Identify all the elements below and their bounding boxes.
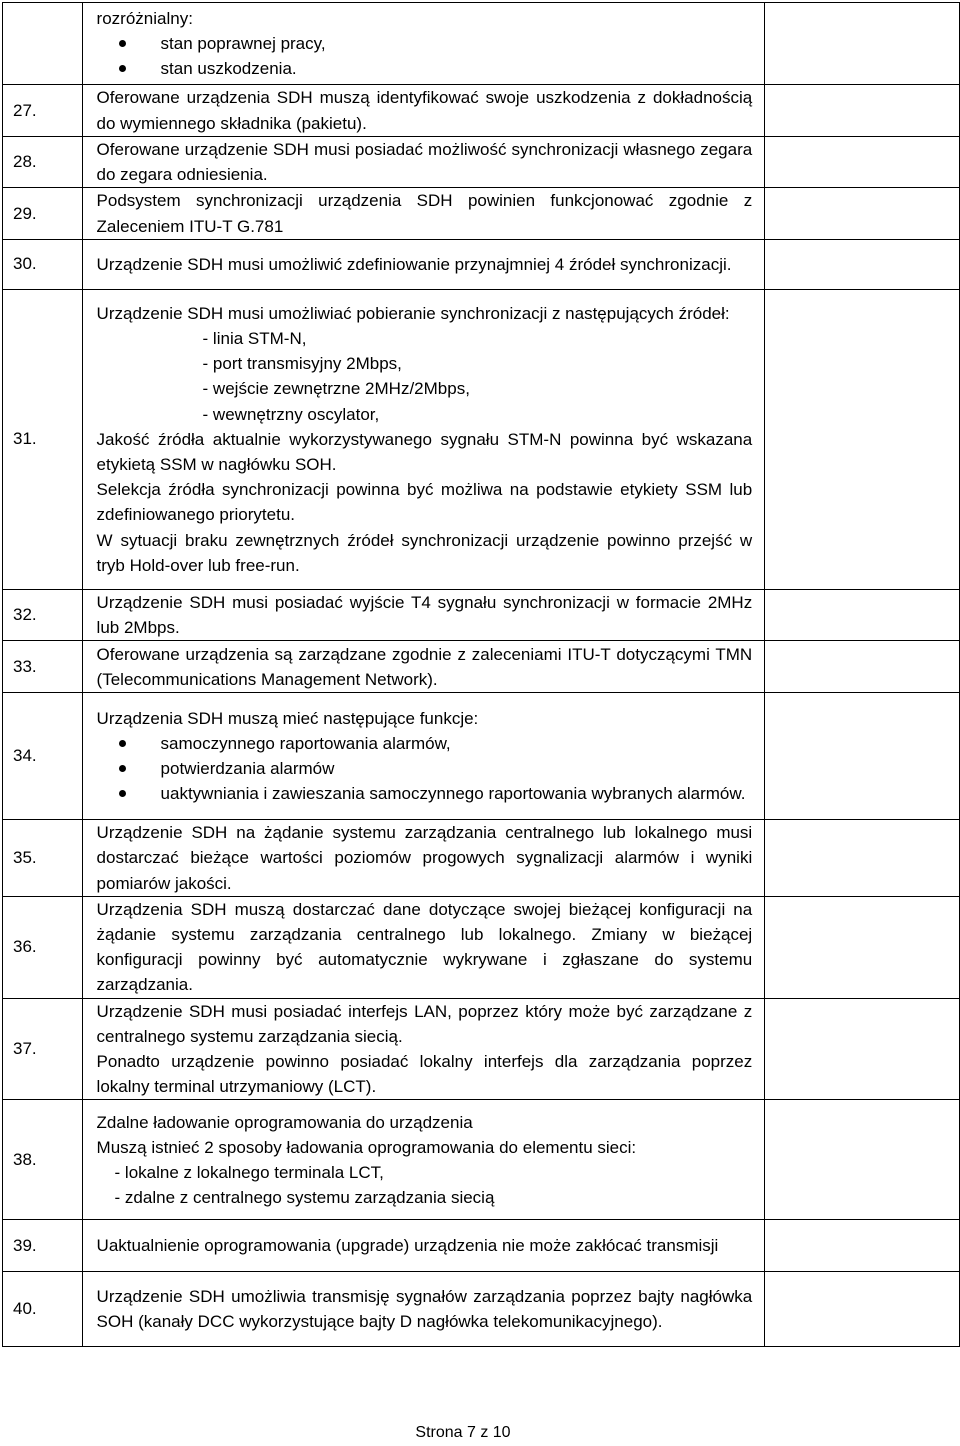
row-number: 32.: [3, 589, 83, 640]
row-number: 29.: [3, 188, 83, 239]
dash-item: - wewnętrzny oscylator,: [202, 404, 380, 424]
text-line: Podsystem synchronizacji urządzenia SDH powinien funkcjonować zgodnie z Zaleceniem ITU-T G.781: [96, 191, 753, 236]
empty-cell: [765, 1272, 960, 1347]
table-row: [3, 820, 960, 897]
text-line: Ponadto urządzenie powinno posiadać lokalny interfejs dla zarządzania poprzez lokalny terminal utrzymaniowy (LCT).: [96, 1052, 753, 1097]
empty-cell: [765, 896, 960, 998]
requirement-text: [82, 289, 765, 589]
requirement-text: [82, 3, 765, 85]
text-line: Uaktualnienie oprogramowania (upgrade) urządzenia nie może zakłócać transmisji: [96, 1236, 719, 1256]
text-line: Zdalne ładowanie oprogramowania do urządzenia: [96, 1112, 473, 1132]
text-line: Urządzenie SDH na żądanie systemu zarządzania centralnego lub lokalnego musi dostarczać bieżące wartości poziomów progowych sygnalizacji alarmów i wyniki pomiarów jakości.: [96, 823, 753, 893]
empty-cell: [765, 641, 960, 693]
requirement-text: [82, 137, 765, 188]
requirement-text: [82, 693, 765, 820]
text-line: Urządzenie SDH musi umożliwić zdefiniowanie przynajmniej 4 źródeł synchronizacji.: [96, 254, 732, 274]
empty-cell: [765, 1220, 960, 1272]
requirement-text: [82, 641, 765, 693]
requirement-text: [82, 820, 765, 897]
text-line: Oferowane urządzenia SDH muszą identyfikować swoje uszkodzenia z dokładnością do wymiennego składnika (pakietu).: [96, 88, 753, 133]
row-number: 27.: [3, 85, 83, 137]
empty-cell: [765, 188, 960, 239]
requirement-text: [82, 998, 765, 1100]
empty-cell: [765, 693, 960, 820]
requirements-table: [2, 2, 960, 1347]
row-number: 35.: [3, 820, 83, 897]
page-footer: Strona 7 z 10: [415, 1424, 511, 1441]
text-line: Urządzenie SDH musi posiadać wyjście T4 sygnału synchronizacji w formacie 2MHz lub 2Mbps.: [96, 592, 753, 638]
empty-cell: [765, 820, 960, 897]
text-line: Urządzenia SDH muszą dostarczać dane dotyczące swojej bieżącej konfiguracji na żądanie systemu zarządzania centralnego lub lokalnego. Zmiany w bieżącej konfiguracji powinny być automatycznie wykrywane i zgłaszane do systemu zarządzania.: [96, 899, 753, 995]
text-line: Oferowane urządzenie SDH musi posiadać możliwość synchronizacji własnego zegara do zegara odniesienia.: [96, 140, 753, 185]
row-number: 34.: [3, 693, 83, 820]
empty-cell: [765, 998, 960, 1100]
dash-item: - lokalne z lokalnego terminala LCT,: [114, 1162, 384, 1182]
text-line: Selekcja źródła synchronizacji powinna być możliwa na podstawie etykiety SSM lub zdefiniowanego priorytetu.: [96, 480, 753, 525]
requirement-text: [82, 896, 765, 998]
bullet-item: uaktywniania i zawieszania samoczynnego raportowania wybranych alarmów.: [97, 781, 753, 806]
text-line: rozróżnialny:: [96, 8, 193, 28]
table-row: [3, 239, 960, 289]
table-row: [3, 1220, 960, 1272]
table-row: [3, 289, 960, 589]
empty-cell: [765, 289, 960, 589]
row-number: 39.: [3, 1220, 83, 1272]
table-row: [3, 1272, 960, 1347]
text-line: Urządzenia SDH muszą mieć następujące funkcje:: [96, 708, 479, 728]
row-number: 30.: [3, 239, 83, 289]
requirement-text: [82, 1272, 765, 1347]
requirement-text: [82, 85, 765, 137]
empty-cell: [765, 85, 960, 137]
row-number: [3, 3, 83, 85]
bullet-item: samoczynnego raportowania alarmów,: [97, 731, 753, 756]
text-line: W sytuacji braku zewnętrznych źródeł synchronizacji urządzenie powinno przejść w tryb Hold-over lub free-run.: [96, 530, 753, 575]
empty-cell: [765, 239, 960, 289]
dash-item: - zdalne z centralnego systemu zarządzania siecią: [114, 1188, 495, 1208]
requirement-text: [82, 589, 765, 640]
requirement-text: [82, 239, 765, 289]
row-number: 31.: [3, 289, 83, 589]
row-number: 33.: [3, 641, 83, 693]
bullet-item: potwierdzania alarmów: [97, 756, 753, 781]
row-number: 38.: [3, 1100, 83, 1220]
bullet-item: stan poprawnej pracy,: [97, 31, 753, 56]
row-number: 36.: [3, 896, 83, 998]
empty-cell: [765, 3, 960, 85]
text-line: Oferowane urządzenia są zarządzane zgodnie z zaleceniami ITU-T dotyczącymi TMN (Telecommunications Management Network).: [96, 644, 753, 689]
empty-cell: [765, 137, 960, 188]
dash-item: - linia STM-N,: [202, 328, 307, 348]
dash-item: - wejście zewnętrzne 2MHz/2Mbps,: [202, 379, 470, 399]
text-line: Jakość źródła aktualnie wykorzystywanego sygnału STM-N powinna być wskazana etykietą SSM w nagłówku SOH.: [96, 429, 753, 474]
text-line: Urządzenie SDH umożliwia transmisję sygnałów zarządzania poprzez bajty nagłówka SOH (kanały DCC wykorzystujące bajty D nagłówka telekomunikacyjnego).: [96, 1287, 753, 1332]
row-number: 28.: [3, 137, 83, 188]
text-line: Urządzenie SDH musi posiadać interfejs LAN, poprzez który może być zarządzane z centralnego systemu zarządzania siecią.: [96, 1001, 753, 1046]
table-row: [3, 641, 960, 693]
table-row: [3, 589, 960, 640]
table-row: [3, 3, 960, 85]
row-number: 37.: [3, 998, 83, 1100]
table-row: [3, 1100, 960, 1220]
text-line: Muszą istnieć 2 sposoby ładowania oprogramowania do elementu sieci:: [96, 1137, 637, 1157]
empty-cell: [765, 1100, 960, 1220]
table-row: [3, 998, 960, 1100]
row-number: 40.: [3, 1272, 83, 1347]
requirement-text: [82, 1220, 765, 1272]
text-line: Urządzenie SDH musi umożliwiać pobieranie synchronizacji z następujących źródeł:: [96, 303, 730, 323]
bullet-item: stan uszkodzenia.: [97, 56, 753, 81]
requirement-text: [82, 1100, 765, 1220]
table-row: [3, 896, 960, 998]
table-row: [3, 188, 960, 239]
empty-cell: [765, 589, 960, 640]
table-row: [3, 137, 960, 188]
table-row: [3, 85, 960, 137]
requirement-text: [82, 188, 765, 239]
dash-item: - port transmisyjny 2Mbps,: [202, 354, 402, 374]
table-row: [3, 693, 960, 820]
